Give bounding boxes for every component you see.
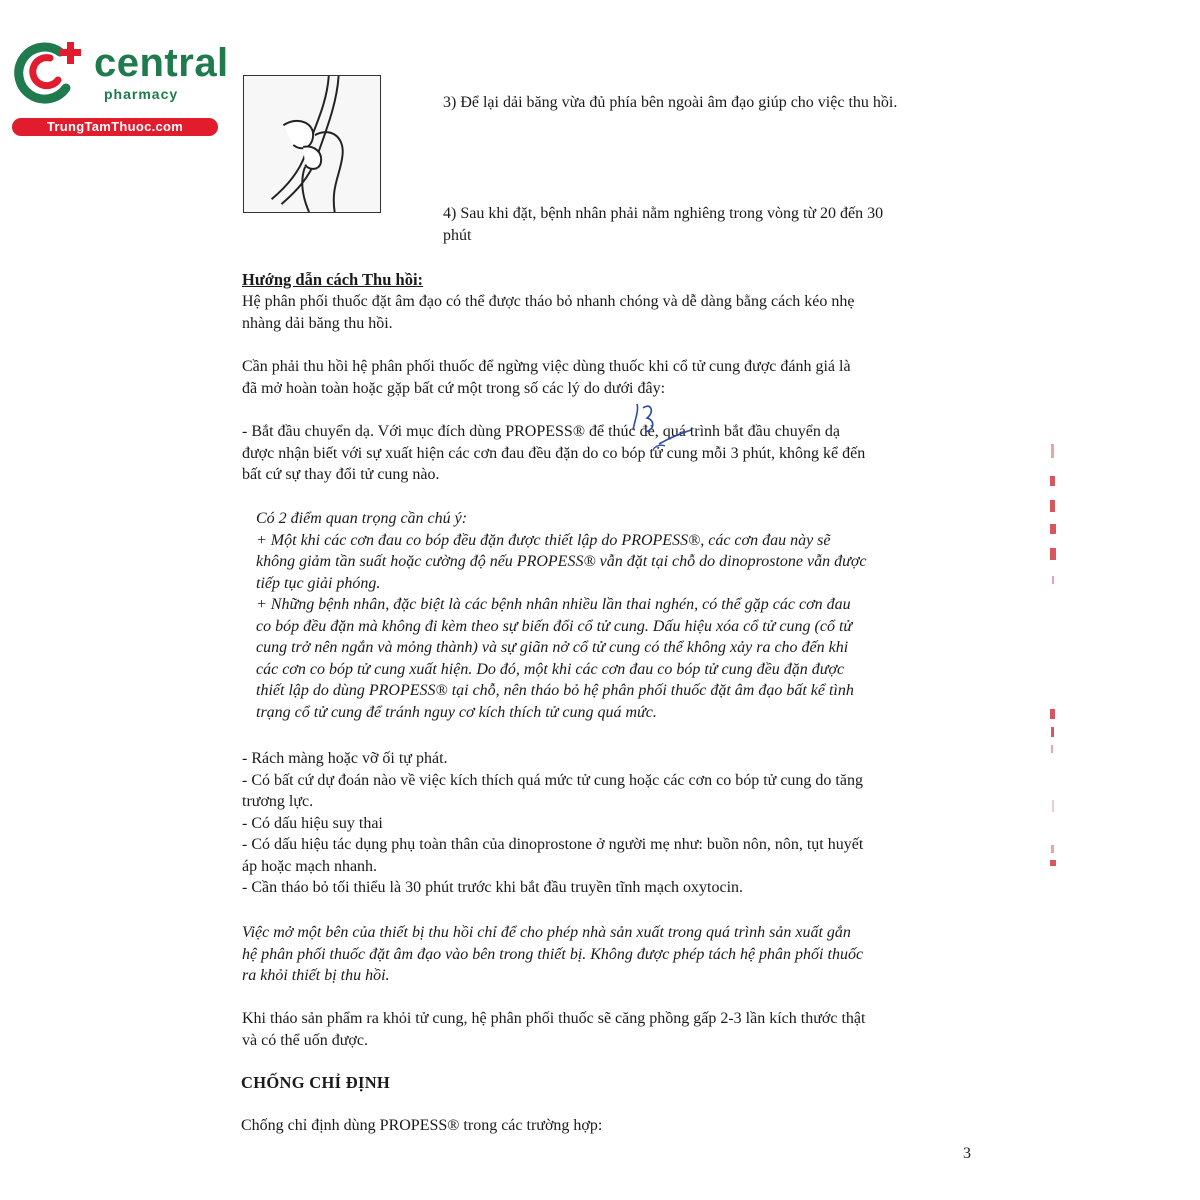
text-line: + Một khi các cơn đau co bóp đều đặn được thiết lập do PROPESS®, các cơn đau này sẽ [256, 531, 831, 549]
list-item: - Rách màng hoặc vỡ ối tự phát. [242, 750, 448, 767]
text-line: hệ phân phối thuốc đặt âm đạo vào bên trong thiết bị. Không được phép tách hệ phân phối thuốc [242, 945, 864, 963]
text-line: nhàng dải băng thu hồi. [242, 314, 393, 332]
contraindications-intro: Chống chỉ định dùng PROPESS® trong các trường hợp: [241, 1117, 603, 1134]
list-item: trương lực. [242, 793, 314, 810]
retrieval-para-3 [242, 421, 980, 486]
important-note [256, 508, 980, 723]
text-line: Khi tháo sản phẩm ra khỏi tử cung, hệ phân phối thuốc sẽ căng phồng gấp 2-3 lần kích thước thật [242, 1010, 866, 1027]
central-pharmacy-logo [10, 38, 229, 138]
text-line: được nhận biết với sự xuất hiện các cơn đau đều đặn do co bóp tử cung mỗi 3 phút, không kể đến [242, 444, 866, 462]
removal-reasons-list [242, 748, 980, 899]
stamp-edge-mark-icon [1045, 440, 1063, 590]
insertion-illustration [243, 75, 381, 213]
list-item: áp hoặc mạch nhanh. [242, 857, 378, 875]
retrieval-para-4 [242, 1008, 980, 1051]
text-line: bất cứ sự thay đổi tử cung nào. [242, 466, 440, 483]
text-line: cung trở nên ngắn và mỏng thành) và sự giãn nở cổ tử cung có thể không xảy ra cho đến khi [256, 639, 849, 656]
text-line: trạng cổ tử cung để tránh nguy cơ kích thích tử cung quá mức. [256, 703, 657, 721]
contraindications-heading: CHỐNG CHỈ ĐỊNH [241, 1073, 391, 1092]
list-item: - Có bất cứ dự đoán nào về việc kích thích quá mức tử cung hoặc các cơn co bóp tử cung do tăng [242, 771, 863, 789]
text-line: Cần phải thu hồi hệ phân phối thuốc để ngừng việc dùng thuốc khi cổ tử cung được đánh giá là [242, 358, 851, 375]
text-line: không giảm tần suất hoặc cường độ nếu PROPESS® vẫn đặt tại chỗ do dinoprostone vẫn được [256, 553, 867, 570]
logo-url: TrungTamThuoc.com [12, 118, 218, 136]
handwritten-mark-icon [625, 400, 695, 460]
logo-name: central [94, 41, 229, 85]
text-line: co bóp đều đặn mà không đi kèm theo sự biến đổi cổ tử cung. Dấu hiệu xóa cổ tử cung (cổ tử [256, 617, 853, 635]
text-line: Việc mở một bên của thiết bị thu hồi chỉ để cho phép nhà sản xuất trong quá trình sản xuất gắn [242, 924, 851, 941]
text-line: thiết lập do dùng PROPESS® tại chỗ, nên tháo bỏ hệ phân phối thuốc đặt âm đạo bất kể tình [256, 682, 854, 699]
logo-subtitle: pharmacy [104, 86, 179, 102]
stamp-edge-mark-icon [1045, 705, 1063, 875]
step-4-line: 4) Sau khi đặt, bệnh nhân phải nằm nghiêng trong vòng từ 20 đến 30 [443, 205, 884, 222]
text-line: - Bắt đầu chuyển dạ. Với mục đích dùng PROPESS® để thúc đẻ, quá trình bắt đầu chuyển dạ [242, 423, 840, 440]
text-line: đã mở hoàn toàn hoặc gặp bất cứ một trong số các lý do dưới đây: [242, 379, 666, 397]
list-item: - Cần tháo bỏ tối thiểu là 30 phút trước khi bắt đầu truyền tĩnh mạch oxytocin. [242, 879, 744, 896]
list-item: - Có dấu hiệu tác dụng phụ toàn thân của dinoprostone ở người mẹ như: buồn nôn, nôn, tụt huyết [242, 836, 864, 853]
page-number: 3 [963, 1145, 971, 1162]
text-line: các cơn co bóp tử cung xuất hiện. Do đó, một khi các cơn đau co bóp tử cung đều đặn được [256, 660, 845, 678]
hand-tape-illustration-icon [244, 76, 380, 212]
step-3: 3) Để lại dải băng vừa đủ phía bên ngoài âm đạo giúp cho việc thu hồi. [443, 94, 898, 111]
text-line: Có 2 điểm quan trọng cần chú ý: [256, 510, 468, 527]
step-4-line: phút [443, 226, 472, 244]
text-line: và có thể uốn được. [242, 1031, 368, 1049]
step-4 [443, 203, 983, 246]
list-item: - Có dấu hiệu suy thai [242, 814, 383, 832]
retrieval-para-2 [242, 356, 980, 399]
retrieval-para-1 [242, 291, 980, 334]
text-line: ra khỏi thiết bị thu hồi. [242, 967, 390, 984]
text-line: Hệ phân phối thuốc đặt âm đạo có thể được tháo bỏ nhanh chóng và dễ dàng bằng cách kéo nhẹ [242, 293, 855, 310]
device-note [242, 922, 980, 987]
text-line: + Những bệnh nhân, đặc biệt là các bệnh nhân nhiều lần thai nghén, có thể gặp các cơn đau [256, 596, 851, 613]
text-line: tiếp tục giải phóng. [256, 574, 381, 592]
pharmacy-cross-logo-icon [10, 38, 88, 108]
retrieval-heading: Hướng dẫn cách Thu hồi: [242, 270, 424, 289]
